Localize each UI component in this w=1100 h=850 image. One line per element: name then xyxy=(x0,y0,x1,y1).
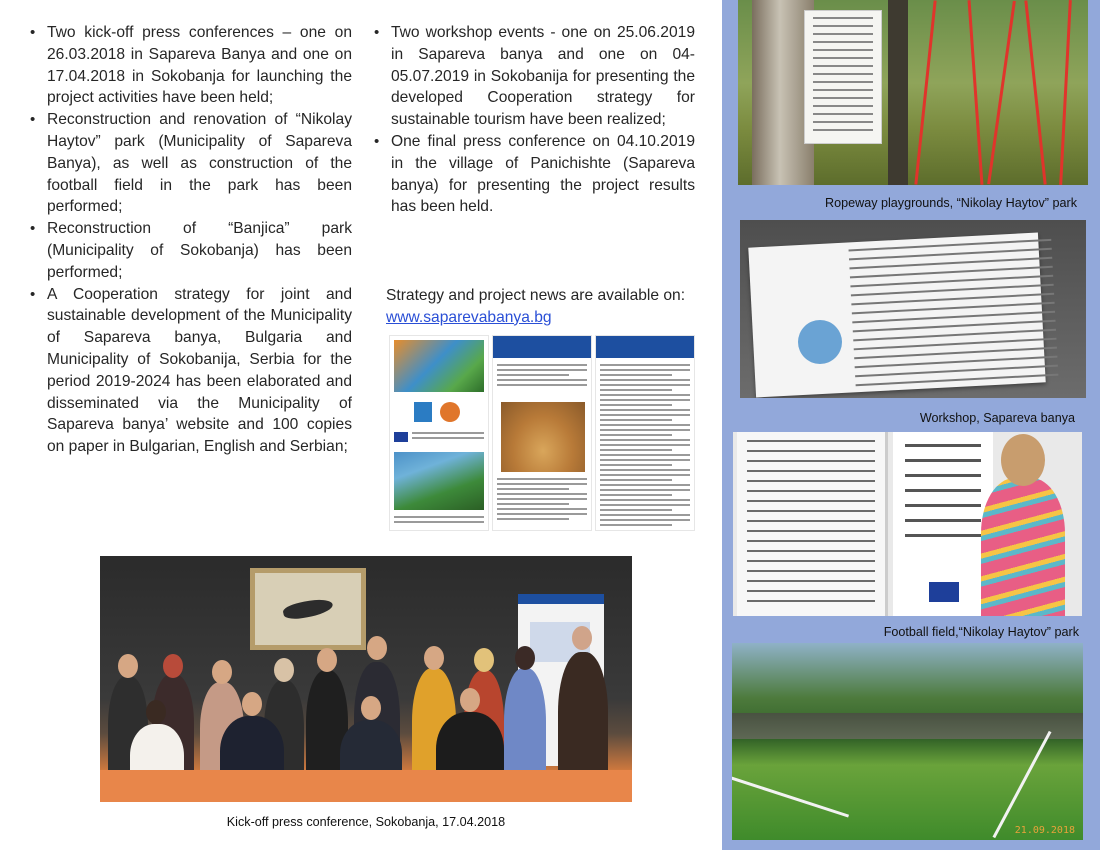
strategy-document xyxy=(748,233,1045,398)
photo3-caption: Football field,“Nikolay Haytov” park xyxy=(883,625,1079,639)
list-item: • Reconstruction and renovation of “Nikolay Haytov” park (Municipality of Sapareva Banya), as well as construction of the football field in the park has been performed; xyxy=(28,109,352,218)
photo2-caption: Workshop, Sapareva banya xyxy=(919,411,1075,425)
brochure-photo xyxy=(394,452,484,510)
list-item: • One final press conference on 04.10.2019 in the village of Panichishte (Sapareva banya) for presenting the project results has been held. xyxy=(372,131,695,218)
strategy-brochure-thumbnails xyxy=(390,336,694,530)
strategy-text: Strategy and project news are available on: xyxy=(386,287,686,304)
website-link[interactable]: www.saparevabanya.bg xyxy=(386,308,552,326)
list-item: • Two workshop events - one on 25.06.2019 in Sapareva banya and one on 04-05.07.2019 in Sokobanija for presenting the developed Cooperation strategy for sustainable tourism have been realized; xyxy=(372,22,695,131)
presentation-photo xyxy=(733,432,1082,616)
conference-table xyxy=(100,770,632,802)
list-item: • A Cooperation strategy for joint and sustainable development of the Municipality of Sapareva banya, Bulgaria and Municipality of Sokobanija, Serbia for the period 2019-2024 has been elaborated and disseminated via the Municipality of Sapareva banya’ website and 100 copies on paper in Bulgarian, English and Serbian; xyxy=(28,284,352,458)
speaker xyxy=(981,478,1065,616)
notice-sheet xyxy=(804,10,882,144)
football-field-photo xyxy=(732,643,1083,840)
municipality-seal xyxy=(798,320,842,364)
municipality-logos xyxy=(414,402,464,424)
field-fence xyxy=(732,713,1083,739)
whiteboard xyxy=(737,432,888,616)
eu-flag-icon xyxy=(394,432,408,442)
photo1-caption: Ropeway playgrounds, “Nikolay Haytov” park xyxy=(825,196,1077,210)
achievements-list-left xyxy=(28,22,352,458)
wall-painting xyxy=(250,568,366,650)
photo-date-stamp: 21.09.2018 xyxy=(1014,825,1075,836)
brochure-page-3 xyxy=(596,336,694,530)
ropeway-playground-photo xyxy=(738,0,1088,185)
workshop-photo xyxy=(740,220,1086,398)
press-conference-photo xyxy=(100,556,632,802)
brochure-photo xyxy=(394,340,484,392)
list-item: • Reconstruction of “Banjica” park (Municipality of Sokobanja) has been performed; xyxy=(28,218,352,283)
brochure-page-1 xyxy=(390,336,488,530)
strategy-note xyxy=(386,285,696,329)
eu-flag-icon xyxy=(929,582,959,602)
left-text-column xyxy=(28,22,352,458)
brochure-photo xyxy=(501,402,585,472)
group-photo-caption: Kick-off press conference, Sokobanja, 17.04.2018 xyxy=(226,815,506,829)
project-banner xyxy=(893,432,993,616)
list-item: • Two kick-off press conferences – one on 26.03.2018 in Sapareva Banya and one on 17.04.2018 in Sokobanja for launching the project activities have been held; xyxy=(28,22,352,109)
middle-text-column xyxy=(372,22,695,218)
achievements-list-right xyxy=(372,22,695,218)
brochure-page-2 xyxy=(493,336,591,530)
